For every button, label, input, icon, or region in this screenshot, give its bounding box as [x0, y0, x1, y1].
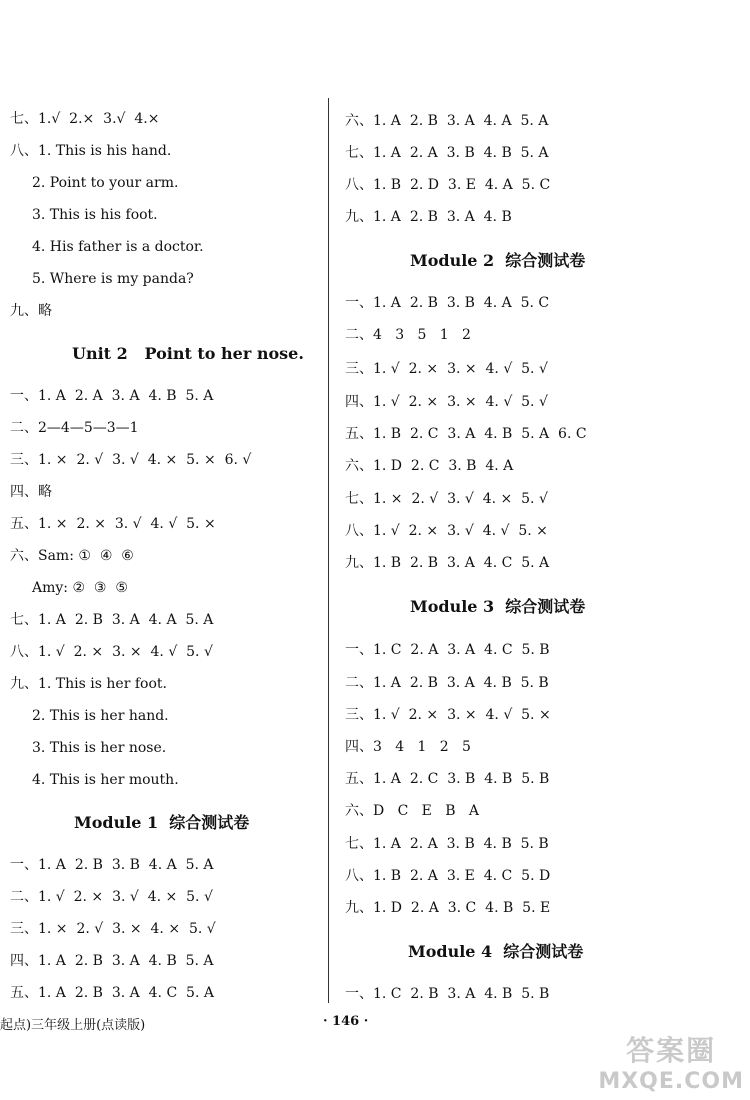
- answer-line: 八、1. This is his hand.: [10, 143, 172, 159]
- answer-line: 三、1. √ 2. × 3. × 4. √ 5. √: [345, 361, 548, 377]
- watermark-bottom-text: MXQE.COM: [598, 1069, 744, 1094]
- section-heading: Module 4 综合测试卷: [408, 942, 584, 961]
- answer-line: 四、1. √ 2. × 3. × 4. √ 5. √: [345, 394, 548, 410]
- answer-line: 四、3 4 1 2 5: [345, 739, 471, 755]
- answer-line: 2. Point to your arm.: [32, 175, 179, 191]
- answer-line: 七、1. × 2. √ 3. √ 4. × 5. √: [345, 491, 548, 507]
- column-divider: [328, 98, 329, 1003]
- answer-line: 五、1. A 2. C 3. B 4. B 5. B: [345, 771, 550, 787]
- answer-line: 八、1. B 2. D 3. E 4. A 5. C: [345, 177, 551, 193]
- answer-line: 五、1. × 2. × 3. √ 4. √ 5. ×: [10, 516, 216, 532]
- answer-line: 九、1. B 2. B 3. A 4. C 5. A: [345, 555, 550, 571]
- answer-line: 六、D C E B A: [345, 803, 479, 819]
- answer-line: 2. This is her hand.: [32, 708, 169, 724]
- section-heading: Module 3 综合测试卷: [410, 597, 586, 616]
- answer-line: 四、1. A 2. B 3. A 4. B 5. A: [10, 953, 214, 969]
- answer-line: 四、略: [10, 484, 52, 500]
- answer-line: Amy: ② ③ ⑤: [32, 580, 128, 596]
- answer-line: 一、1. A 2. B 3. B 4. A 5. A: [10, 857, 214, 873]
- footer-book-title: 起点)三年级上册(点读版): [0, 1018, 146, 1033]
- answer-line: 一、1. C 2. A 3. A 4. C 5. B: [345, 642, 550, 658]
- answer-line: 七、1. A 2. A 3. B 4. B 5. B: [345, 836, 549, 852]
- answer-line: 九、1. D 2. A 3. C 4. B 5. E: [345, 900, 551, 916]
- answer-line: 七、1.√ 2.× 3.√ 4.×: [10, 111, 160, 127]
- answer-line: 二、4 3 5 1 2: [345, 327, 471, 343]
- answer-line: 六、Sam: ① ④ ⑥: [10, 548, 134, 564]
- answer-line: 5. Where is my panda?: [32, 271, 194, 287]
- answer-line: 九、略: [10, 303, 52, 319]
- answer-line: 4. His father is a doctor.: [32, 239, 204, 255]
- answer-line: 三、1. × 2. √ 3. × 4. × 5. √: [10, 921, 216, 937]
- answer-line: 一、1. C 2. B 3. A 4. B 5. B: [345, 986, 550, 1002]
- answer-line: 九、1. This is her foot.: [10, 676, 167, 692]
- answer-line: 五、1. B 2. C 3. A 4. B 5. A 6. C: [345, 426, 587, 442]
- answer-line: 六、1. A 2. B 3. A 4. A 5. A: [345, 113, 549, 129]
- answer-line: 3. This is her nose.: [32, 740, 167, 756]
- answer-line: 八、1. √ 2. × 3. × 4. √ 5. √: [10, 644, 213, 660]
- answer-line: 八、1. B 2. A 3. E 4. C 5. D: [345, 868, 551, 884]
- answer-line: 二、1. √ 2. × 3. √ 4. × 5. √: [10, 889, 213, 905]
- page-number: · 146 ·: [323, 1014, 369, 1029]
- watermark-top-text: 答案圈: [626, 1034, 717, 1067]
- answer-line: 二、1. A 2. B 3. A 4. B 5. B: [345, 675, 549, 691]
- section-heading: Module 2 综合测试卷: [410, 251, 586, 270]
- section-heading: Unit 2 Point to her nose.: [72, 344, 304, 363]
- answer-line: 三、1. × 2. √ 3. √ 4. × 5. × 6. √: [10, 452, 252, 468]
- answer-line: 3. This is his foot.: [32, 207, 158, 223]
- answer-line: 七、1. A 2. A 3. B 4. B 5. A: [345, 145, 549, 161]
- answer-line: 五、1. A 2. B 3. A 4. C 5. A: [10, 985, 214, 1001]
- answer-line: 二、2—4—5—3—1: [10, 420, 139, 436]
- answer-line: 一、1. A 2. B 3. B 4. A 5. C: [345, 295, 550, 311]
- answer-line: 九、1. A 2. B 3. A 4. B: [345, 209, 512, 225]
- watermark-logo: [598, 1029, 744, 1094]
- answer-line: 三、1. √ 2. × 3. × 4. √ 5. ×: [345, 707, 551, 723]
- answer-line: 4. This is her mouth.: [32, 772, 179, 788]
- section-heading: Module 1 综合测试卷: [74, 813, 250, 832]
- answer-line: 七、1. A 2. B 3. A 4. A 5. A: [10, 612, 214, 628]
- answer-line: 六、1. D 2. C 3. B 4. A: [345, 458, 514, 474]
- answer-line: 八、1. √ 2. × 3. √ 4. √ 5. ×: [345, 523, 548, 539]
- answer-line: 一、1. A 2. A 3. A 4. B 5. A: [10, 388, 214, 404]
